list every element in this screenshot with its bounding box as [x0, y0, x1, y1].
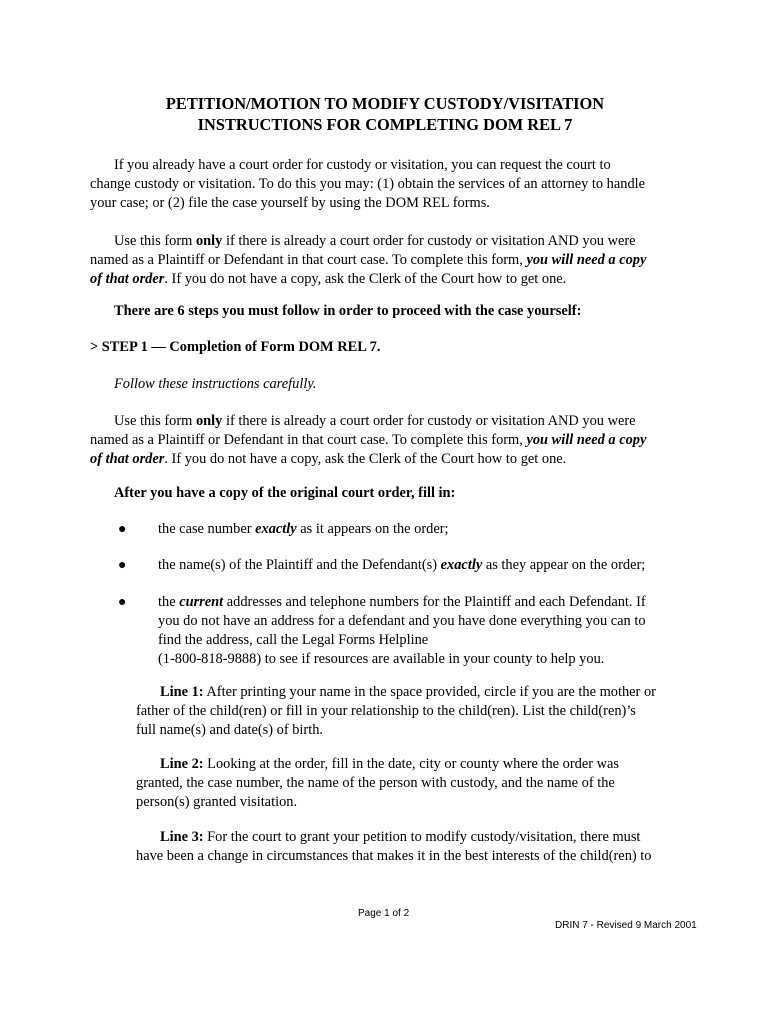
revision-note: DRIN 7 - Revised 9 March 2001 [555, 920, 697, 931]
step-1-heading: > STEP 1 — Completion of Form DOM REL 7. [90, 339, 381, 355]
after-copy-heading: After you have a copy of the original court order, fill in: [114, 485, 456, 501]
intro-paragraph [90, 156, 690, 213]
page-number: Page 1 of 2 [358, 908, 410, 919]
bullet-icon: ● [118, 522, 127, 537]
bullet-icon: ● [118, 595, 127, 610]
line-2-instructions: Line 2: Looking at the order, fill in the date, city or county where the order was granted, the case number, the name of the person with custody, and the name of the person(s) granted visitation. [136, 756, 619, 810]
intro-line-2: change custody or visitation. To do this you may: (1) obtain the services of an attorney to handle [90, 176, 646, 192]
steps-heading: There are 6 steps you must follow in order to proceed with the case yourself: [114, 303, 582, 319]
line-3-instructions: Line 3: For the court to grant your petition to modify custody/visitation, there must have been a change in circumstances that makes it in the best interests of the child(ren) to [136, 829, 652, 864]
document-page: PETITION/MOTION TO MODIFY CUSTODY/VISITATION INSTRUCTIONS FOR COMPLETING DOM REL 7 If you already have a court order for custody or visitation, you can request the court to change custody or visitation. To do this you may: (1) obtain the services of an attorney to handle your case; or (2) file the case yourself by using the DOM REL forms. Use this form only if there is already a court order for custody or visitation AND you were named as a Plaintiff or Defendant in that court case. To complete this form, you will need a copy of that order. If you do not have a copy, ask the Clerk of the Court how to get one. There are 6 steps you must follow in order to proceed with the case yourself: > STEP 1 — Completion of Form DOM REL 7. Follow these instructions carefully. Use this form only if there is already a court order for custody or visitation AND you were named as a Plaintiff or Defendant in that court case. To complete this form, you will need a copy of that order. If you do not have a copy, ask the Clerk of the Court how to get one. After you have a copy of the original court order, fill in: ● the case number exactly as it appears on the order; ● the name(s) of the Plaintiff and the Defendant(s) exactly as they appear on the order; ● the current addresses and telephone numbers for the Plaintiff and each Defendant. If you do not have an address for a defendant and you have done everything you can to find the address, call the Legal Forms Helpline (1-800-818-9888) to see if resources are available in your county to help you. Line 1: After printing your name in the space provided, circle if you are the mother or father of the child(ren) or fill in your relationship to the child(ren). List the child(ren)’s full name(s) and date(s) of birth. Line 2: Looking at the order, fill in the date, city or county where the order was granted, the case number, the name of the person with custody, and the name of the person(s) granted visitation. Line 3: For the court to grant your petition to modify custody/visitation, there must have been a change in circumstances that makes it in the best interests of the child(ren) to Page 1 of 2 DRIN 7 - Revised 9 March 2001 [90, 94, 697, 931]
intro-line-1: If you already have a court order for custody or visitation, you can request the court to [114, 157, 611, 173]
title-line-1: PETITION/MOTION TO MODIFY CUSTODY/VISITATION [165, 94, 605, 113]
title-line-2: INSTRUCTIONS FOR COMPLETING DOM REL 7 [197, 115, 573, 134]
use-form-paragraph-1: Use this form only if there is already a court order for custody or visitation AND you were named as a Plaintiff or Defendant in that court case. To complete this form, you will need a copy of that order. If you do not have a copy, ask the Clerk of the Court how to get one. [90, 233, 647, 287]
follow-instructions: Follow these instructions carefully. [114, 376, 317, 392]
intro-line-3: your case; or (2) file the case yourself by using the DOM REL forms. [90, 195, 490, 211]
document-title [90, 93, 680, 135]
bullet-icon: ● [118, 558, 127, 573]
use-form-paragraph-2: Use this form only if there is already a court order for custody or visitation AND you were named as a Plaintiff or Defendant in that court case. To complete this form, you will need a copy of that order. If you do not have a copy, ask the Clerk of the Court how to get one. [90, 413, 647, 467]
line-1-instructions: Line 1: After printing your name in the space provided, circle if you are the mother or father of the child(ren) or fill in your relationship to the child(ren). List the child(ren)’s full name(s) and date(s) of birth. [136, 684, 656, 738]
